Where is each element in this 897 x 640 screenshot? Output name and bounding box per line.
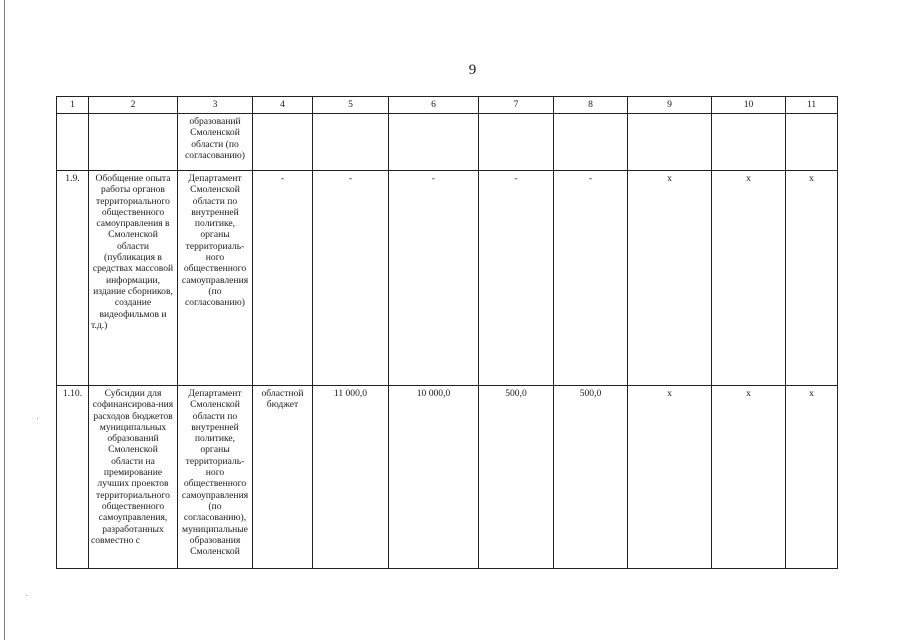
value-cell-10: [712, 114, 786, 171]
column-number: 1: [57, 97, 89, 114]
value-cell-10: х: [712, 171, 786, 386]
value-cell-7: [479, 114, 554, 171]
value-cell-7: 500,0: [479, 386, 554, 569]
executor-cell: образований Смоленской области (по согласованию): [178, 114, 253, 171]
value-cell-7: -: [479, 171, 554, 386]
value-cell-6: -: [389, 171, 479, 386]
column-number: 8: [554, 97, 628, 114]
funding-source-cell: -: [253, 171, 313, 386]
value-cell-11: х: [786, 171, 838, 386]
value-cell-8: -: [554, 171, 628, 386]
value-cell-11: [786, 114, 838, 171]
page-number: 9: [468, 62, 477, 78]
value-cell-8: 500,0: [554, 386, 628, 569]
value-cell-8: [554, 114, 628, 171]
value-cell-9: х: [628, 171, 712, 386]
funding-source-cell: областной бюджет: [253, 386, 313, 569]
column-number: 6: [389, 97, 479, 114]
column-number: 11: [786, 97, 838, 114]
program-table: [56, 96, 838, 569]
value-cell-6: [389, 114, 479, 171]
executor-cell: Департамент Смоленской области по внутренней политике, органы территориаль- ного общественного самоуправления (по согласованию), муниципальные образования Смоленской: [178, 386, 253, 569]
column-number-row: [57, 97, 838, 114]
value-cell-5: -: [313, 171, 389, 386]
column-number: 3: [178, 97, 253, 114]
funding-source-cell: [253, 114, 313, 171]
column-number: 10: [712, 97, 786, 114]
value-cell-11: х: [786, 386, 838, 569]
scan-speck: [37, 418, 38, 419]
executor-cell: Департамент Смоленской области по внутренней политике, органы территориаль- ного общественного самоуправления (по согласованию): [178, 171, 253, 386]
scan-edge-line: [4, 0, 5, 640]
column-number: 4: [253, 97, 313, 114]
value-cell-9: [628, 114, 712, 171]
table-row-1-9: [57, 171, 838, 386]
table-row-1-10: [57, 386, 838, 569]
table-row-continuation: [57, 114, 838, 171]
value-cell-10: х: [712, 386, 786, 569]
column-number: 5: [313, 97, 389, 114]
column-number: 9: [628, 97, 712, 114]
activity-name: Обобщение опыта работы органов территориального общественного самоуправления в Смоленской области (публикация в средствах массовой информации, издание сборников, создание видеофильмов и т.д.): [89, 171, 178, 386]
scan-speck: [26, 595, 27, 596]
activity-name: Субсидии для софинансирова-ния расходов бюджетов муниципальных образований Смоленской области на премирование лучших проектов территориального общественного самоуправления, разработанных совместно с: [89, 386, 178, 569]
column-number: 2: [89, 97, 178, 114]
row-number: [57, 114, 89, 171]
row-number: 1.9.: [57, 171, 89, 386]
value-cell-5: [313, 114, 389, 171]
column-number: 7: [479, 97, 554, 114]
value-cell-5: 11 000,0: [313, 386, 389, 569]
activity-name: [89, 114, 178, 171]
row-number: 1.10.: [57, 386, 89, 569]
value-cell-9: х: [628, 386, 712, 569]
value-cell-6: 10 000,0: [389, 386, 479, 569]
